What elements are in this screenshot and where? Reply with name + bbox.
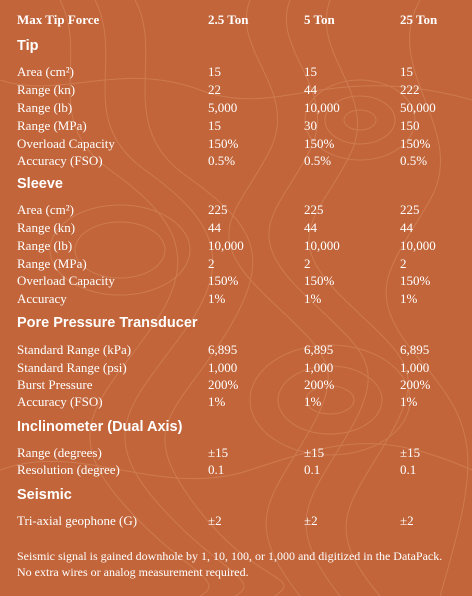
row-value: 150% [208, 273, 239, 288]
row-value: 150% [304, 136, 335, 151]
row-value: 1,000 [208, 360, 238, 375]
header-col-2-5-ton: 2.5 Ton [208, 12, 249, 27]
row-label: Range (kn) [17, 82, 76, 97]
row-value: 6,895 [400, 342, 430, 357]
row-label: Accuracy (FSO) [17, 153, 103, 168]
row-label: Accuracy (FSO) [17, 394, 103, 409]
row-label: Area (cm²) [17, 64, 74, 79]
row-value: 15 [304, 64, 317, 79]
row-label: Range (lb) [17, 238, 73, 253]
row-value: ±2 [400, 513, 414, 528]
row-value: 1% [304, 394, 322, 409]
section-title-pore-pressure: Pore Pressure Transducer [17, 315, 198, 331]
row-value: 1,000 [304, 360, 334, 375]
table-row [0, 99, 472, 117]
row-label: Range (MPa) [17, 256, 87, 271]
table-row [0, 444, 472, 462]
row-value: 1% [208, 394, 226, 409]
table-row [0, 272, 472, 290]
section-title-inclinometer: Inclinometer (Dual Axis) [17, 419, 183, 435]
row-value: 1,000 [400, 360, 430, 375]
row-value: 10,000 [304, 100, 340, 115]
table-row [0, 135, 472, 153]
row-value: 200% [208, 377, 239, 392]
row-value: 150% [400, 273, 431, 288]
row-value: 225 [400, 202, 420, 217]
row-value: 6,895 [208, 342, 238, 357]
row-value: 222 [400, 82, 420, 97]
row-value: 15 [208, 118, 221, 133]
row-value: 150% [400, 136, 431, 151]
row-value: 10,000 [304, 238, 340, 253]
section-title-tip: Tip [17, 38, 39, 54]
row-value: 10,000 [208, 238, 244, 253]
row-value: 0.5% [400, 153, 428, 168]
table-row [0, 376, 472, 394]
table-row [0, 461, 472, 479]
row-value: 150 [400, 118, 420, 133]
row-value: 6,895 [304, 342, 334, 357]
row-value: ±15 [304, 445, 325, 460]
row-value: 15 [400, 64, 413, 79]
row-value: 44 [208, 220, 221, 235]
section-title-seismic: Seismic [17, 487, 72, 503]
table-row [0, 237, 472, 255]
table-row [0, 219, 472, 237]
row-value: 2 [400, 256, 407, 271]
row-value: 225 [304, 202, 324, 217]
row-value: 0.5% [304, 153, 332, 168]
table-row [0, 393, 472, 411]
row-value: ±2 [208, 513, 222, 528]
row-value: 30 [304, 118, 317, 133]
row-label: Standard Range (kPa) [17, 342, 132, 357]
row-value: 0.1 [304, 462, 321, 477]
header-col-25-ton: 25 Ton [400, 12, 438, 27]
row-value: 1% [208, 291, 226, 306]
row-value: 50,000 [400, 100, 436, 115]
row-value: 0.5% [208, 153, 236, 168]
row-value: 44 [304, 220, 317, 235]
row-value: 200% [304, 377, 335, 392]
row-value: 5,000 [208, 100, 238, 115]
row-value: ±2 [304, 513, 318, 528]
row-value: 44 [400, 220, 413, 235]
row-label: Range (MPa) [17, 118, 87, 133]
table-row [0, 341, 472, 359]
row-value: 44 [304, 82, 317, 97]
table-row [0, 359, 472, 377]
row-label: Burst Pressure [17, 377, 93, 392]
row-label: Overload Capacity [17, 273, 115, 288]
row-value: 150% [304, 273, 335, 288]
footnote: Seismic signal is gained downhole by 1, 10, 100, or 1,000 and digitized in the DataPack. No extra wires or analog measurement required. [17, 549, 443, 579]
row-label: Overload Capacity [17, 136, 115, 151]
section-title-sleeve: Sleeve [17, 176, 63, 192]
row-value: 2 [208, 256, 215, 271]
row-label: Range (kn) [17, 220, 76, 235]
row-value: 150% [208, 136, 239, 151]
table-row [0, 117, 472, 135]
row-value: 1% [304, 291, 322, 306]
table-row [0, 63, 472, 81]
row-label: Range (lb) [17, 100, 73, 115]
row-label: Tri-axial geophone (G) [17, 513, 138, 528]
row-value: ±15 [400, 445, 421, 460]
row-value: 10,000 [400, 238, 436, 253]
row-label: Range (degrees) [17, 445, 102, 460]
table-row [0, 255, 472, 273]
row-value: 0.1 [400, 462, 417, 477]
header-label: Max Tip Force [17, 12, 100, 27]
row-label: Accuracy [17, 291, 67, 306]
row-value: 15 [208, 64, 221, 79]
row-value: 1% [400, 394, 418, 409]
table-row [0, 152, 472, 170]
table-row [0, 81, 472, 99]
row-value: 22 [208, 82, 221, 97]
table-row [0, 201, 472, 219]
row-value: 0.1 [208, 462, 225, 477]
row-value: ±15 [208, 445, 229, 460]
table-row [0, 512, 472, 530]
row-label: Area (cm²) [17, 202, 74, 217]
row-value: 2 [304, 256, 311, 271]
row-value: 225 [208, 202, 228, 217]
table-header [0, 12, 472, 30]
header-col-5-ton: 5 Ton [304, 12, 335, 27]
table-row [0, 290, 472, 308]
row-value: 200% [400, 377, 431, 392]
row-label: Standard Range (psi) [17, 360, 127, 375]
row-label: Resolution (degree) [17, 462, 120, 477]
row-value: 1% [400, 291, 418, 306]
